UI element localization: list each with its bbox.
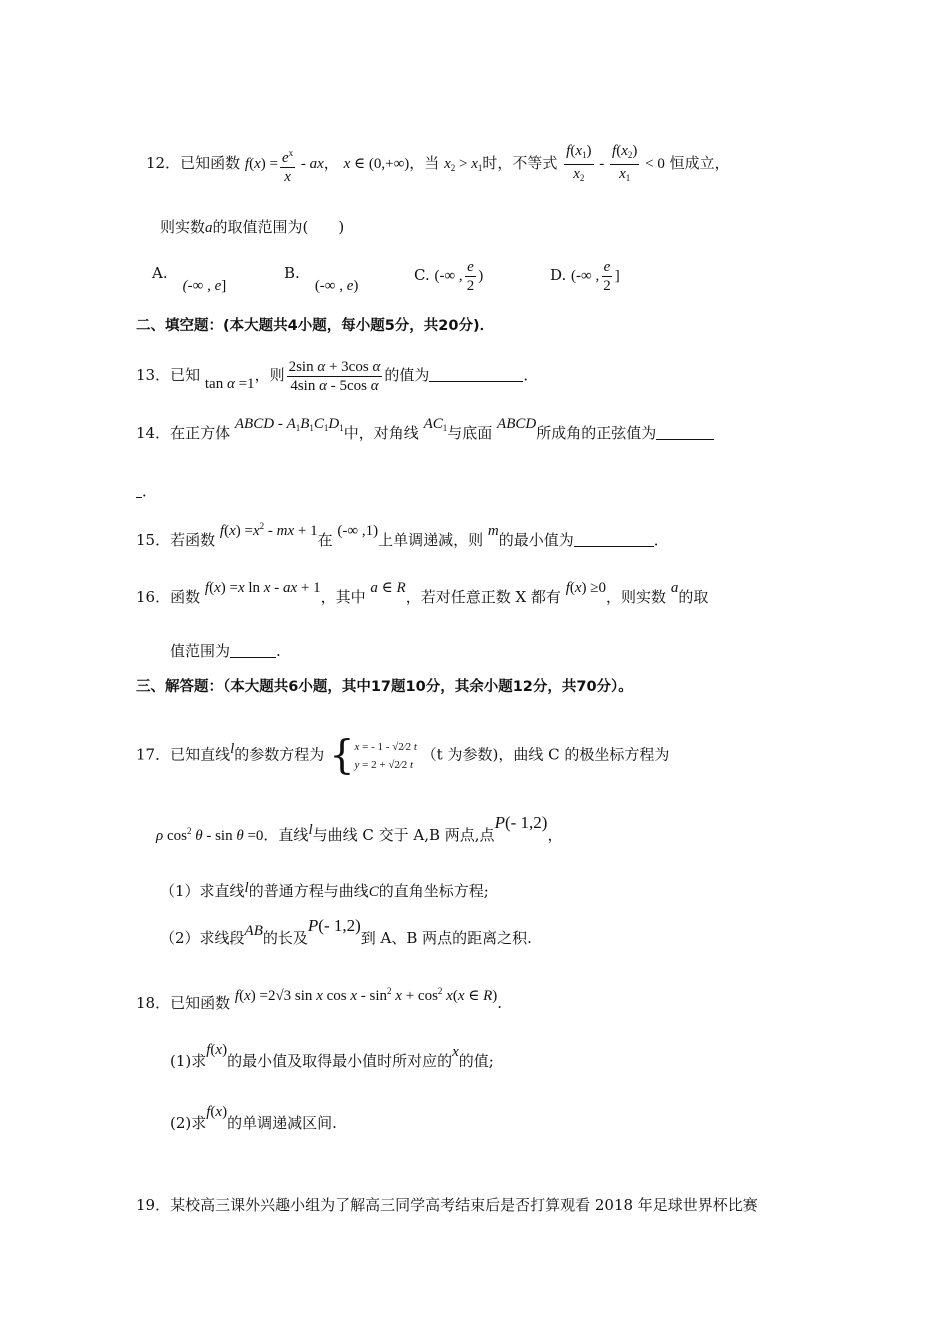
formula-inequality: $\frac{f(x_1)}{x_2}$ - $\frac{f(x_2)}{x_1}$ < 0 (566, 143, 665, 183)
answer-blank[interactable] (574, 532, 654, 547)
var-l: l (230, 741, 235, 758)
formula-f-ge-0: f(x) ≥0 (565, 580, 607, 596)
answer-blank[interactable] (230, 643, 276, 658)
formula-abcd: ABCD (497, 416, 537, 432)
var-c: C (368, 884, 379, 900)
q12-line1: 12．已知函数 f(x) = $\frac{e^x}{x}$ - ax， x ∈ (0,+∞)，当 $x_2 > x_1$时，不等式 $\frac{f(x_1)}{x_2}$ - $\frac{f(x_2)}{x_1}$ < 0 恒成立， (146, 143, 730, 185)
q16-line2: 值范围为 . (170, 642, 281, 660)
formula-ratio: $\frac{\text{2sin α + 3cos α}}{\text{4sin α - 5cos α}}$ (288, 359, 381, 394)
section-3-title: 三、解答题：（本大题共6小题，其中17题10分，其余小题12分，共70分）。 (136, 679, 633, 695)
q18-line1: 18．已知函数 f(x) =2√3 sin x $\cos x - \sin^2 x + \cos^2 x(x$ ∈ R). (136, 986, 503, 1012)
option-d: D. (-∞ , $\frac{e}{2}$ ] (550, 259, 620, 294)
q18-sub2: (2)求f(x)的单调递减区间. (170, 1104, 337, 1132)
q14-line2: ． (136, 480, 157, 502)
var-l: l (244, 880, 249, 896)
answer-blank[interactable] (656, 425, 714, 440)
formula-a-in-r: a ∈ R (370, 580, 406, 596)
formula-param: { x = - 1 - √2⁄2 t y = 2 + √2⁄2 t (329, 733, 417, 779)
formula-domain: x ∈ (0,+∞) (343, 155, 410, 172)
var-x: x (452, 1044, 459, 1060)
formula-point-p: P(- 1,2) (494, 813, 548, 832)
formula-point-p: P(- 1,2) (307, 916, 361, 935)
formula-tan: tan α =1 (204, 375, 255, 392)
formula-f16: f(x) =x ln x - ax + 1 (204, 580, 321, 596)
q18-sub1: (1)求f(x)的最小值及取得最小值时所对应的x的值; (170, 1042, 494, 1070)
formula-fx: f(x) (206, 1042, 228, 1058)
formula-x2-gt-x1: $x_2 > x_1$ (444, 155, 483, 173)
q15-line: 15．若函数 $f(x) =x^2$ - mx + 1在 (-∞ ,1)上单调递减，则 m的最小值为 ． (136, 521, 669, 549)
option-a: A. (-∞ , e] (152, 264, 227, 294)
q12-line2: 则实数a的取值范围为( ) (160, 218, 345, 236)
formula-ac1: $AC_1$ (423, 416, 448, 433)
formula-polar: ρ $\cos^2 \theta - \sin \theta =0$ (156, 826, 264, 844)
formula-ab: AB (244, 923, 263, 939)
q12-options (152, 262, 227, 294)
q19-line1: 19．某校高三课外兴趣小组为了解高三同学高考结束后是否打算观看 2018 年足球世界杯比赛 (136, 1196, 758, 1214)
formula-interval: (-∞ ,1) (337, 523, 379, 539)
answer-blank[interactable] (429, 367, 523, 382)
q17-line2: ρ $\cos^2 \theta - \sin \theta =0$．直线l与曲线 C 交于 A,B 两点,点P(- 1,2)， (156, 813, 563, 844)
q17-line1: 17．已知直线l的参数方程为 { x = - 1 - √2⁄2 t y = 2 + √2⁄2 t （t 为参数)，曲线 C 的极坐标方程为 (136, 733, 670, 779)
q14-line1: 14．在正方体 ABCD - $A_1B_1C_1D_1$中，对角线 $AC_1$与底面 ABCD所成角的正弦值为 (136, 422, 714, 449)
var-l: l (308, 822, 313, 838)
q16-line1: 16．函数 f(x) =x ln x - ax + 1，其中 a ∈ R，若对任意正数 X 都有 f(x) ≥0，则实数 a的取 (136, 580, 709, 606)
formula-f-def: f(x) = $\frac{e^x}{x}$ - ax (245, 156, 324, 172)
formula-f15: $f(x) =x^2$ - mx + 1 (219, 521, 318, 539)
formula-cube: ABCD - $A_1B_1C_1D_1$ (234, 416, 344, 433)
var-a: a (205, 220, 213, 236)
var-a: a (670, 580, 679, 596)
formula-fx: f(x) (206, 1104, 228, 1120)
option-b: B. (-∞ , e) (284, 264, 359, 294)
option-c: C. (-∞ , $\frac{e}{2}$ ) (414, 259, 484, 294)
var-m: m (487, 523, 499, 539)
q17-sub1: （1）求直线l的普通方程与曲线C的直角坐标方程; (160, 880, 489, 900)
formula-f18: f(x) =2√3 sin x $\cos x - \sin^2 x + \cos^2 x(x$ ∈ R) (234, 986, 498, 1004)
q17-sub2: （2）求线段AB的长及P(- 1,2)到 A、B 两点的距离之积. (160, 916, 532, 947)
section-2-title: 二、填空题：(本大题共4小题，每小题5分，共20分)． (136, 318, 495, 334)
q13-line: 13．已知 tan α =1，则 $\frac{\text{2sin α + 3cos α}}{\text{4sin α - 5cos α}}$ 的值为 ． (136, 359, 539, 394)
